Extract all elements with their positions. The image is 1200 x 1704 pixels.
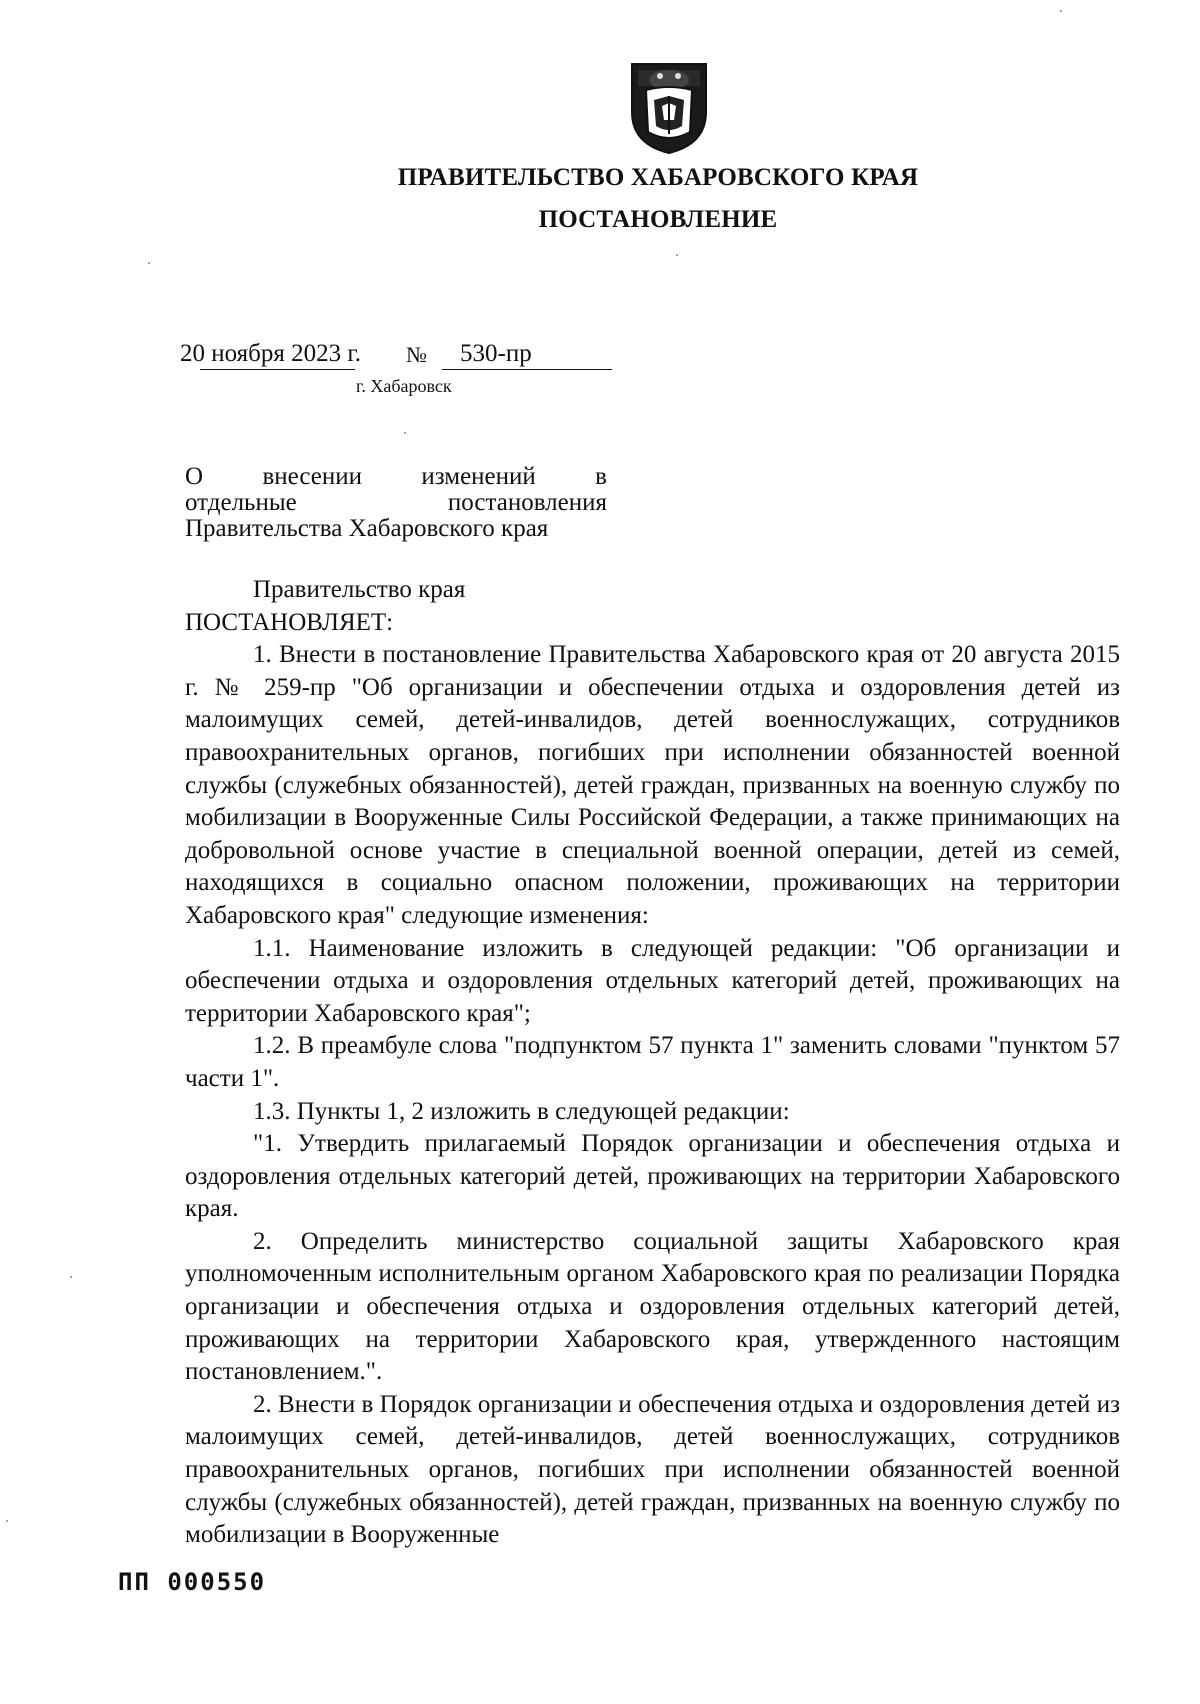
scan-speck — [70, 1276, 72, 1278]
scan-speck — [1060, 10, 1062, 12]
subject-word: внесении — [262, 463, 362, 490]
paragraph-1-2: 1.2. В преамбуле слова "подпунктом 57 пункта 1" заменить словами "пунктом 57 части 1". — [185, 1032, 1120, 1092]
scan-speck — [148, 262, 150, 264]
city: г. Хабаровск — [356, 376, 452, 396]
subject-line-2 — [185, 490, 607, 516]
document-date: 20 ноября 2023 г. — [180, 340, 362, 367]
subject-word: в — [595, 463, 607, 490]
subject-line-3: Правительства Хабаровского края — [185, 515, 549, 542]
scan-speck — [404, 432, 406, 434]
preamble-resolves: ПОСТАНОВЛЯЕТ: — [185, 608, 394, 636]
subject-word: постановления — [447, 489, 607, 516]
subject-word: изменений — [421, 463, 536, 490]
paragraph-2: 2. Внести в Порядок организации и обеспечения отдыха и оздоровления детей из малоимущих семей, детей-инвалидов, детей военнослужащих, сотрудников правоохранительных органов, погибших при исполнении обязанностей военной службы (служебных обязанностей), детей граждан, призванных на военную службу по мобилизации в Вооруженные — [185, 1390, 1120, 1549]
subject-line-1 — [185, 464, 607, 490]
document-subject — [185, 464, 607, 542]
number-sign: № — [406, 342, 427, 367]
subject-word: О — [185, 463, 204, 490]
preamble-government: Правительство края — [253, 576, 466, 603]
scan-speck — [676, 254, 678, 256]
quoted-paragraph-2: 2. Определить министерство социальной защиты Хабаровского края уполномоченным исполнительным органом Хабаровского края по реализации Порядка организации и обеспечения отдыха и оздоровления отдельных категорий детей, проживающих на территории Хабаровского края, утвержденного настоящим постановлением.". — [185, 1227, 1120, 1386]
government-title: ПРАВИТЕЛЬСТВО ХАБАРОВСКОГО КРАЯ — [397, 164, 919, 191]
date-underline — [200, 369, 355, 370]
paragraph-1: 1. Внести в постановление Правительства Хабаровского края от 20 августа 2015 г. № 259-пр "Об организации и обеспечении отдыха и оздоровления детей из малоимущих семей, детей-инвалидов, детей военнослужащих, сотрудников правоохранительных органов, погибших при исполнении обязанностей военной службы (служебных обязанностей), детей граждан, призванных на военную службу по мобилизации в Вооруженные Силы Российской Федерации, а также принимающих на добровольной основе участие в специальной военной операции, детей из семей, находящихся в социально опасном положении, проживающих на территории Хабаровского края" следующие изменения: — [185, 641, 1120, 929]
date-number-line — [180, 340, 640, 374]
paragraph-1-3: 1.3. Пункты 1, 2 изложить в следующей редакции: — [253, 1097, 790, 1125]
number-underline — [442, 369, 612, 370]
coat-of-arms-icon — [624, 56, 714, 156]
paragraph-1-1: 1.1. Наименование изложить в следующей редакции: "Об организации и обеспечении отдыха и оздоровления отдельных категорий детей, проживающих на территории Хабаровского края"; — [185, 934, 1120, 1027]
scan-speck — [6, 1520, 8, 1522]
form-code: ПП 000550 — [118, 1568, 267, 1596]
document-type: ПОСТАНОВЛЕНИЕ — [538, 206, 778, 233]
document-body — [185, 574, 1120, 1552]
document-number: 530-пр — [460, 340, 532, 367]
quoted-paragraph-1: "1. Утвердить прилагаемый Порядок организации и обеспечения отдыха и оздоровления отдельных категорий детей, проживающих на территории Хабаровского края. — [185, 1130, 1120, 1223]
subject-word: отдельные — [185, 489, 297, 516]
